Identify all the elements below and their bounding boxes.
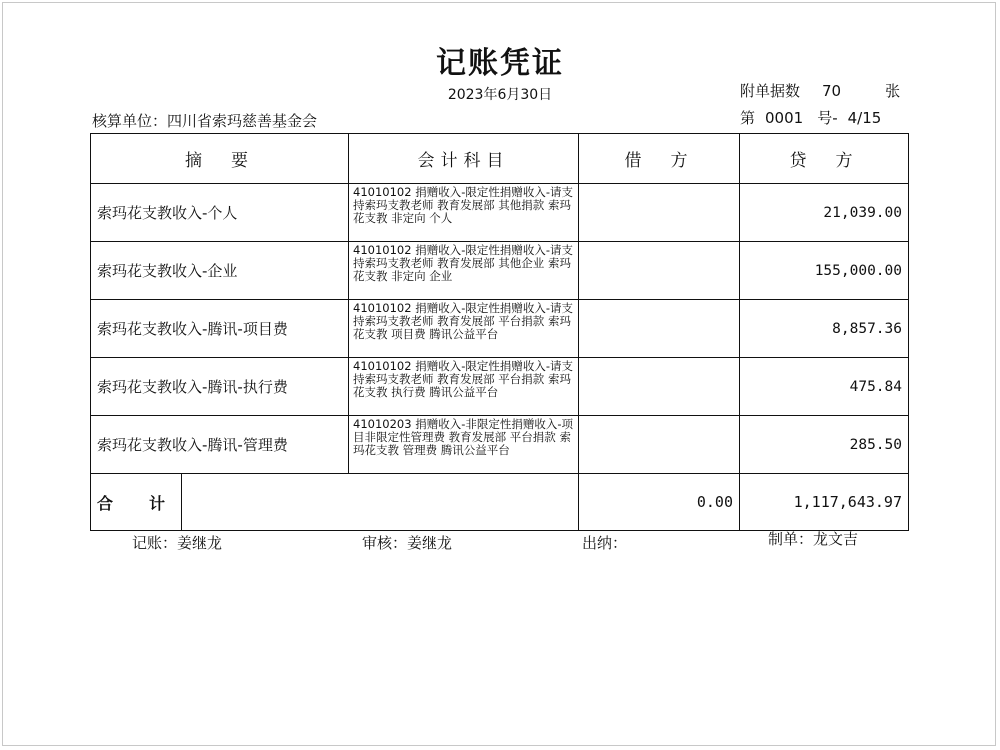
total-credit: 1,117,643.97 — [740, 474, 909, 531]
row-account: 41010102 捐赠收入-限定性捐赠收入-请支持索玛支教老师 教育发展部 平台捐款 索玛花支教 项目费 腾讯公益平台 — [349, 300, 579, 358]
voucher-suffix: 号- — [817, 109, 838, 127]
attachments-info — [740, 80, 900, 101]
voucher-prefix: 第 — [740, 109, 756, 127]
attachments-unit: 张 — [885, 82, 901, 100]
accounting-unit — [92, 110, 317, 131]
row-credit: 155,000.00 — [740, 242, 909, 300]
reviewer-field — [362, 532, 452, 553]
row-debit — [579, 300, 740, 358]
row-account: 41010203 捐赠收入-非限定性捐赠收入-项目非限定性管理费 教育发展部 平台捐款 索玛花支教 管理费 腾讯公益平台 — [349, 416, 579, 474]
reviewer-name: 姜继龙 — [407, 534, 453, 552]
preparer-field — [768, 528, 858, 549]
row-credit: 285.50 — [740, 416, 909, 474]
table-row — [91, 300, 909, 358]
unit-label: 核算单位： — [92, 112, 168, 130]
row-debit — [579, 242, 740, 300]
total-row — [91, 474, 909, 531]
bookkeeper-field — [132, 532, 222, 553]
row-credit: 8,857.36 — [740, 300, 909, 358]
bookkeeper-name: 姜继龙 — [177, 534, 223, 552]
preparer-label: 制单： — [768, 530, 814, 548]
header-credit: 贷 方 — [740, 134, 909, 184]
table-row — [91, 416, 909, 474]
bookkeeper-label: 记账： — [132, 534, 178, 552]
row-summary: 索玛花支教收入-企业 — [91, 242, 349, 300]
attachments-count: 70 — [822, 82, 842, 100]
attachments-label: 附单据数 — [740, 82, 801, 100]
table-row — [91, 184, 909, 242]
header-summary: 摘 要 — [91, 134, 349, 184]
voucher-page: 4/15 — [847, 109, 882, 127]
row-account: 41010102 捐赠收入-限定性捐赠收入-请支持索玛支教老师 教育发展部 其他企业 索玛花支教 非定向 企业 — [349, 242, 579, 300]
row-summary: 索玛花支教收入-腾讯-项目费 — [91, 300, 349, 358]
row-account: 41010102 捐赠收入-限定性捐赠收入-请支持索玛支教老师 教育发展部 平台捐款 索玛花支教 执行费 腾讯公益平台 — [349, 358, 579, 416]
total-debit: 0.00 — [579, 474, 740, 531]
row-summary: 索玛花支教收入-腾讯-执行费 — [91, 358, 349, 416]
total-label: 合 计 — [91, 474, 182, 530]
table-header-row — [91, 134, 909, 184]
voucher-number — [740, 107, 881, 128]
table-row — [91, 358, 909, 416]
row-credit: 21,039.00 — [740, 184, 909, 242]
row-debit — [579, 358, 740, 416]
row-credit: 475.84 — [740, 358, 909, 416]
table-row — [91, 242, 909, 300]
row-debit — [579, 184, 740, 242]
row-account: 41010102 捐赠收入-限定性捐赠收入-请支持索玛支教老师 教育发展部 其他捐款 索玛花支教 非定向 个人 — [349, 184, 579, 242]
document-title: 记账凭证 — [436, 46, 564, 81]
voucher-no-value: 0001 — [765, 109, 804, 127]
row-summary: 索玛花支教收入-腾讯-管理费 — [91, 416, 349, 474]
total-blank — [182, 474, 578, 530]
cashier-label: 出纳： — [582, 534, 628, 552]
cashier-field — [582, 532, 627, 553]
row-debit — [579, 416, 740, 474]
unit-name: 四川省索玛慈善基金会 — [167, 112, 318, 130]
row-summary: 索玛花支教收入-个人 — [91, 184, 349, 242]
preparer-name: 龙文吉 — [813, 530, 859, 548]
total-cell — [91, 474, 579, 531]
header-account: 会计科目 — [349, 134, 579, 184]
voucher-date: 2023年6月30日 — [447, 87, 553, 103]
header-debit: 借 方 — [579, 134, 740, 184]
reviewer-label: 审核： — [362, 534, 408, 552]
voucher-table — [90, 133, 909, 531]
